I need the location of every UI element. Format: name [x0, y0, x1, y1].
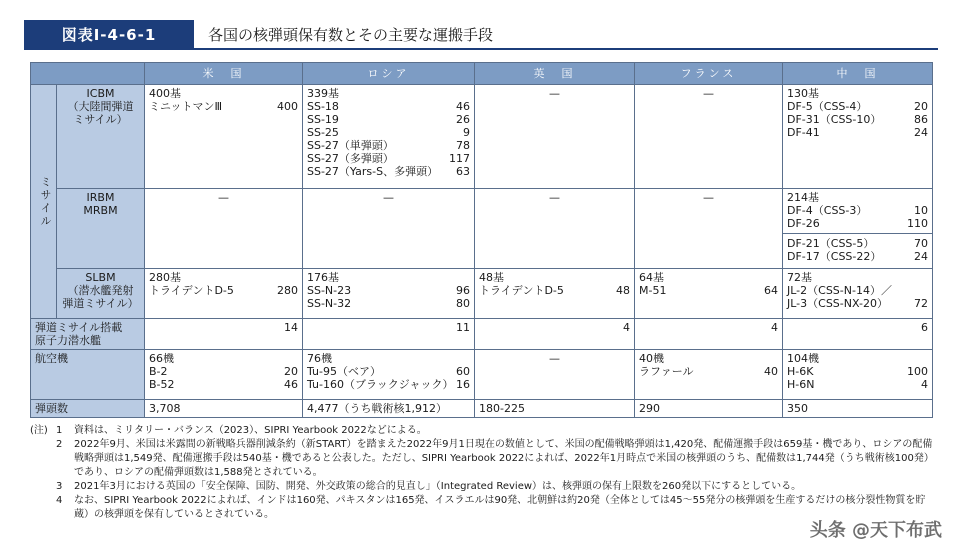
item-name: H-6N [787, 378, 815, 391]
cell-count: 280基 [149, 271, 181, 284]
cell-slbm-us [145, 269, 303, 319]
cell-warheads-us: 3,708 [145, 400, 303, 418]
cell-aircraft-uk: — [475, 350, 635, 400]
footnote-number: 1 [56, 425, 63, 436]
item-value: 80 [456, 297, 470, 310]
cell-count: 66機 [149, 352, 174, 365]
item-value: 26 [456, 113, 470, 126]
item-name: ラファール [639, 365, 694, 378]
footnote-mark [30, 438, 56, 480]
item-value: 70 [914, 237, 928, 250]
row-label-line: 弾頭数 [35, 402, 68, 415]
item-name: SS-25 [307, 126, 339, 139]
cell-icbm-uk: — [475, 85, 635, 189]
cell-item [787, 297, 928, 310]
item-name: DF-26 [787, 217, 820, 230]
cell-count: 214基 [787, 191, 819, 204]
item-name: SS-N-32 [307, 297, 352, 310]
cell-aircraft-us [145, 350, 303, 400]
item-name: Tu-95（ベア） [307, 365, 381, 378]
cell-count: 104機 [787, 352, 819, 365]
missile-group-label: ミサイル [31, 85, 57, 319]
item-value: 4 [921, 378, 928, 391]
table-row-ssbn [31, 319, 933, 350]
footnote-mark [30, 494, 56, 522]
cell-irbm-cn [783, 189, 933, 269]
item-name: トライデントD-5 [479, 284, 564, 297]
nuclear-warheads-table [30, 62, 933, 418]
cell-item [639, 365, 778, 378]
cell-item [307, 378, 470, 391]
cell-item [149, 100, 298, 113]
item-value: 16 [456, 378, 470, 391]
item-value: 48 [616, 284, 630, 297]
item-name: DF-31（CSS-10） [787, 113, 882, 126]
cell-item [787, 204, 928, 217]
item-value: 96 [456, 284, 470, 297]
item-name: DF-41 [787, 126, 820, 139]
item-name: ミニットマンⅢ [149, 100, 223, 113]
footnote-number: 3 [56, 481, 63, 492]
cell-count: 130基 [787, 87, 819, 100]
table-row-irbm [31, 189, 933, 269]
row-label-line: 航空機 [35, 352, 68, 365]
footnote-item [30, 480, 940, 494]
item-name: DF-21（CSS-5） [787, 237, 875, 250]
cell-item [787, 365, 928, 378]
row-label-line: （大陸間弾道 [67, 100, 134, 113]
footnote-number: 2 [56, 439, 63, 450]
row-label-line: IRBM [86, 191, 115, 204]
cell-irbm-fr: — [635, 189, 783, 269]
cell-count: 76機 [307, 352, 332, 365]
item-name: トライデントD-5 [149, 284, 234, 297]
cell-item [307, 297, 470, 310]
cell-item [149, 378, 298, 391]
cell-item [149, 284, 298, 297]
item-name: DF-5（CSS-4） [787, 100, 868, 113]
item-name: DF-4（CSS-3） [787, 204, 868, 217]
cell-count: 48基 [479, 271, 504, 284]
row-label-line: 弾道ミサイル） [62, 297, 139, 310]
item-value: 20 [914, 100, 928, 113]
cell-item [787, 250, 928, 263]
item-value: 110 [907, 217, 928, 230]
cell-slbm-uk [475, 269, 635, 319]
row-label-irbm [57, 189, 145, 269]
item-value: 24 [914, 250, 928, 263]
item-name: Tu-160（ブラックジャック） [307, 378, 454, 391]
row-label-ssbn [31, 319, 145, 350]
table-row-aircraft [31, 350, 933, 400]
footnote-text: 資料は、ミリタリー・バランス（2023）、SIPRI Yearbook 2022などによる。 [74, 425, 427, 436]
row-label-line: ミサイル） [73, 113, 128, 126]
row-label-aircraft [31, 350, 145, 400]
item-value: 117 [449, 152, 470, 165]
header-country: 英 国 [475, 63, 635, 85]
cell-irbm-ru: — [303, 189, 475, 269]
cell-warheads-cn: 350 [783, 400, 933, 418]
item-value: 10 [914, 204, 928, 217]
item-value: 400 [277, 100, 298, 113]
cell-ssbn-ru: 11 [303, 319, 475, 350]
cell-item [307, 365, 470, 378]
item-value: 100 [907, 365, 928, 378]
cell-slbm-cn [783, 269, 933, 319]
figure-header [24, 20, 938, 50]
cell-icbm-cn [783, 85, 933, 189]
item-value: 20 [284, 365, 298, 378]
header-country: 米 国 [145, 63, 303, 85]
table-row-warheads [31, 400, 933, 418]
cell-slbm-fr [635, 269, 783, 319]
footnote-text: 2021年3月における英国の「安全保障、国防、開発、外交政策の総合的見直し」（Integrated Review）は、核弾頭の保有上限数を260発以下にするとしている。 [74, 481, 802, 492]
table-header-row [31, 63, 933, 85]
row-label-slbm [57, 269, 145, 319]
cell-count: 40機 [639, 352, 664, 365]
header-corner [31, 63, 145, 85]
cell-warheads-ru: 4,477（うち戦術核1,912） [303, 400, 475, 418]
item-name: SS-27（多弾頭） [307, 152, 394, 165]
item-value: 46 [284, 378, 298, 391]
row-label-line: 弾道ミサイル搭載 [35, 321, 123, 334]
footnote-mark: (注) [30, 425, 48, 436]
cell-item [787, 126, 928, 139]
row-label-line: （潜水艦発射 [67, 284, 134, 297]
cell-count: 72基 [787, 271, 812, 284]
cell-ssbn-fr: 4 [635, 319, 783, 350]
table-row-slbm [31, 269, 933, 319]
cell-item [787, 378, 928, 391]
cell-count: 400基 [149, 87, 181, 100]
cell-warheads-uk: 180-225 [475, 400, 635, 418]
item-value: 86 [914, 113, 928, 126]
item-value: 46 [456, 100, 470, 113]
cell-item [787, 100, 928, 113]
cell-ssbn-uk: 4 [475, 319, 635, 350]
cell-item [307, 152, 470, 165]
item-name: SS-18 [307, 100, 339, 113]
item-value: 60 [456, 365, 470, 378]
row-label-line: MRBM [83, 204, 118, 217]
cell-ssbn-cn: 6 [783, 319, 933, 350]
row-label-line: 原子力潜水艦 [35, 334, 101, 347]
cell-icbm-ru [303, 85, 475, 189]
figure-title: 各国の核弾頭保有数とその主要な運搬手段 [208, 26, 494, 44]
item-name: B-2 [149, 365, 168, 378]
cell-item [307, 126, 470, 139]
watermark: 头条 @天下布武 [809, 520, 942, 541]
item-value: 24 [914, 126, 928, 139]
footnote-text: なお、SIPRI Yearbook 2022によれば、インドは160発、パキスタンは165発、イスラエルは90発、北朝鮮は約20発（全体としては45～55発分の核弾頭を生産するだけの核分裂性物質を貯蔵）の核弾頭を保有しているとされている。 [74, 495, 926, 520]
cell-item [787, 217, 928, 230]
item-value: 40 [764, 365, 778, 378]
item-name: M-51 [639, 284, 667, 297]
cell-aircraft-ru [303, 350, 475, 400]
cell-item [787, 237, 928, 250]
item-name: H-6K [787, 365, 814, 378]
header-country: フランス [635, 63, 783, 85]
cell-warheads-fr: 290 [635, 400, 783, 418]
cell-item [307, 165, 470, 178]
header-country: 中 国 [783, 63, 933, 85]
cell-item [307, 284, 470, 297]
item-name: B-52 [149, 378, 175, 391]
item-name: JL-3（CSS-NX-20） [787, 297, 888, 310]
item-name: SS-19 [307, 113, 339, 126]
item-name: SS-27（Yars-S、多弾頭） [307, 165, 439, 178]
cell-subgroup [783, 233, 932, 263]
cell-aircraft-cn [783, 350, 933, 400]
item-name: SS-27（単弾頭） [307, 139, 394, 152]
row-label-warheads [31, 400, 145, 418]
cell-item [479, 284, 630, 297]
cell-irbm-uk: — [475, 189, 635, 269]
footnote-item [30, 438, 940, 480]
cell-slbm-ru [303, 269, 475, 319]
cell-item [787, 113, 928, 126]
item-value: 280 [277, 284, 298, 297]
footnotes [30, 424, 940, 522]
row-label-line: SLBM [85, 271, 116, 284]
cell-icbm-fr: — [635, 85, 783, 189]
footnote-item [30, 494, 940, 522]
cell-count: 64基 [639, 271, 664, 284]
cell-ssbn-us: 14 [145, 319, 303, 350]
cell-irbm-us: — [145, 189, 303, 269]
cell-aircraft-fr [635, 350, 783, 400]
item-name: JL-2（CSS-N-14）／ [787, 284, 892, 297]
item-value: 9 [463, 126, 470, 139]
item-name: DF-17（CSS-22） [787, 250, 882, 263]
row-label-line: ICBM [86, 87, 115, 100]
figure-number-badge: 図表Ⅰ-4-6-1 [24, 20, 194, 50]
cell-item [307, 113, 470, 126]
item-value: 78 [456, 139, 470, 152]
footnote-text: 2022年9月、米国は米露間の新戦略兵器削減条約（新START）を踏まえた2022年9月1日現在の数値として、米国の配備戦略弾頭は1,420発、配備運搬手段は659基・機であり、ロシアの配備戦略弾頭は1,549発、配備運搬手段は540基・機であると公表した。ただし、SIPRI Yearbook 2022によれば、2022年1月時点で米国の核弾頭のうち、配備数は1,744発（うち戦術核100発）であり、ロシアの配備弾頭数は1,588発とされている。 [74, 439, 934, 478]
item-value: 64 [764, 284, 778, 297]
item-name: SS-N-23 [307, 284, 352, 297]
cell-item [307, 100, 470, 113]
footnote-item [30, 424, 940, 438]
item-value: 63 [456, 165, 470, 178]
cell-item [787, 284, 928, 297]
header-country: ロシア [303, 63, 475, 85]
cell-item [307, 139, 470, 152]
footnote-number: 4 [56, 495, 63, 506]
row-label-icbm [57, 85, 145, 189]
footnote-mark [30, 480, 56, 494]
cell-count: 339基 [307, 87, 339, 100]
item-value: 72 [914, 297, 928, 310]
cell-count: 176基 [307, 271, 339, 284]
cell-item [639, 284, 778, 297]
table-row-icbm [31, 85, 933, 189]
cell-icbm-us [145, 85, 303, 189]
cell-item [149, 365, 298, 378]
